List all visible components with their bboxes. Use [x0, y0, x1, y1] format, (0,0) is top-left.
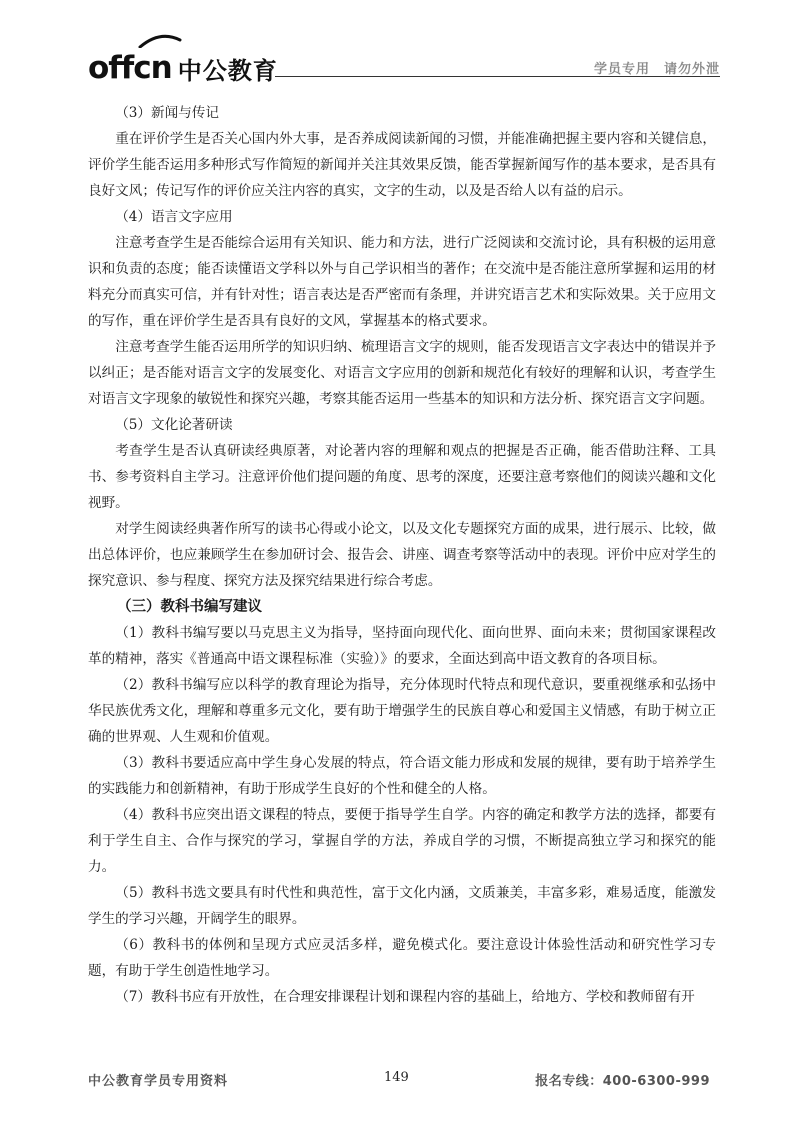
sub-heading: （4）语言文字应用	[115, 209, 233, 225]
paragraph: 重在评价学生是否关心国内外大事，是否养成阅读新闻的习惯，并能准确把握主要内容和关键信息，评价学生能否运用多种形式写作简短的新闻并关注其效果反馈，能否掌握新闻写作的基本要求，是否具有良好文风；传记写作的评价应关注内容的真实，文字的生动，以及是否给人以有益的启示。	[88, 131, 716, 199]
document-body	[88, 100, 716, 1010]
logo-chinese-name: 中公教育	[177, 57, 278, 85]
logo-text: offcn	[88, 50, 172, 86]
paragraph: 注意考查学生是否能综合运用有关知识、能力和方法，进行广泛阅读和交流讨论，具有积极的运用意识和负责的态度；能否读懂语文学科以外与自己学识相当的著作；在交流中是否能注意所掌握和运用的材料充分而真实可信，并有针对性；语言表达是否严密而有条理，并讲究语言艺术和实际效果。关于应用文的写作，重在评价学生是否具有良好的文风，掌握基本的格式要求。	[88, 235, 716, 329]
paragraph: 对学生阅读经典著作所写的读书心得或小论文，以及文化专题探究方面的成果，进行展示、比较，做出总体评价，也应兼顾学生在参加研讨会、报告会、讲座、调查考察等活动中的表现。评价中应对学生的探究意识、参与程度、探究方法及探究结果进行综合考虑。	[88, 521, 716, 589]
paragraph: （1）教科书编写要以马克思主义为指导，坚持面向现代化、面向世界、面向未来；贯彻国家课程改革的精神，落实《普通高中语文课程标准（实验）》的要求，全面达到高中语文教育的各项目标。	[88, 625, 716, 667]
paragraph: 考查学生是否认真研读经典原著，对论著内容的理解和观点的把握是否正确，能否借助注释、工具书、参考资料自主学习。注意评价他们提问题的角度、思考的深度，还要注意考察他们的阅读兴趣和文化视野。	[88, 443, 716, 511]
footer-label: 中公教育学员专用资料	[88, 1074, 229, 1089]
sub-heading: （3）新闻与传记	[115, 105, 219, 121]
section-heading: （三）教科书编写建议	[117, 599, 262, 615]
offcn-logo	[88, 40, 278, 84]
paragraph: （7）教科书应有开放性，在合理安排课程计划和课程内容的基础上，给地方、学校和教师留有开	[115, 989, 695, 1005]
paragraph: （5）教科书选文要具有时代性和典范性，富于文化内涵，文质兼美，丰富多彩，难易适度，能激发学生的学习兴趣，开阔学生的眼界。	[88, 885, 716, 927]
paragraph: （4）教科书应突出语文课程的特点，要便于指导学生自学。内容的确定和教学方法的选择，都要有利于学生自主、合作与探究的学习，掌握自学的方法，养成自学的习惯，不断提高独立学习和探究的能力。	[88, 807, 716, 875]
header-notice: 学员专用 请勿外泄	[593, 62, 720, 77]
paragraph: 注意考查学生能否运用所学的知识归纳、梳理语言文字的规则，能否发现语言文字表达中的错误并予以纠正；是否能对语言文字的发展变化、对语言文字应用的创新和规范化有较好的理解和认识，考查学生对语言文字现象的敏锐性和探究兴趣，考察其能否运用一些基本的知识和方法分析、探究语言文字问题。	[88, 339, 716, 407]
paragraph: （6）教科书的体例和呈现方式应灵活多样，避免模式化。要注意设计体验性活动和研究性学习专题，有助于学生创造性地学习。	[88, 937, 716, 979]
page-number: 149	[384, 1070, 409, 1085]
logo-arc-icon	[138, 34, 182, 48]
page-footer	[0, 1070, 800, 1100]
page-header	[0, 0, 800, 90]
paragraph: （2）教科书编写应以科学的教育理论为指导，充分体现时代特点和现代意识，要重视继承和弘扬中华民族优秀文化，理解和尊重多元文化，要有助于增强学生的民族自尊心和爱国主义情感，有助于树立正确的世界观、人生观和价值观。	[88, 677, 716, 745]
paragraph: （3）教科书要适应高中学生身心发展的特点，符合语文能力形成和发展的规律，要有助于培养学生的实践能力和创新精神，有助于形成学生良好的个性和健全的人格。	[88, 755, 716, 797]
footer-hotline: 报名专线：400-6300-999	[535, 1074, 710, 1089]
sub-heading: （5）文化论著研读	[115, 417, 233, 433]
